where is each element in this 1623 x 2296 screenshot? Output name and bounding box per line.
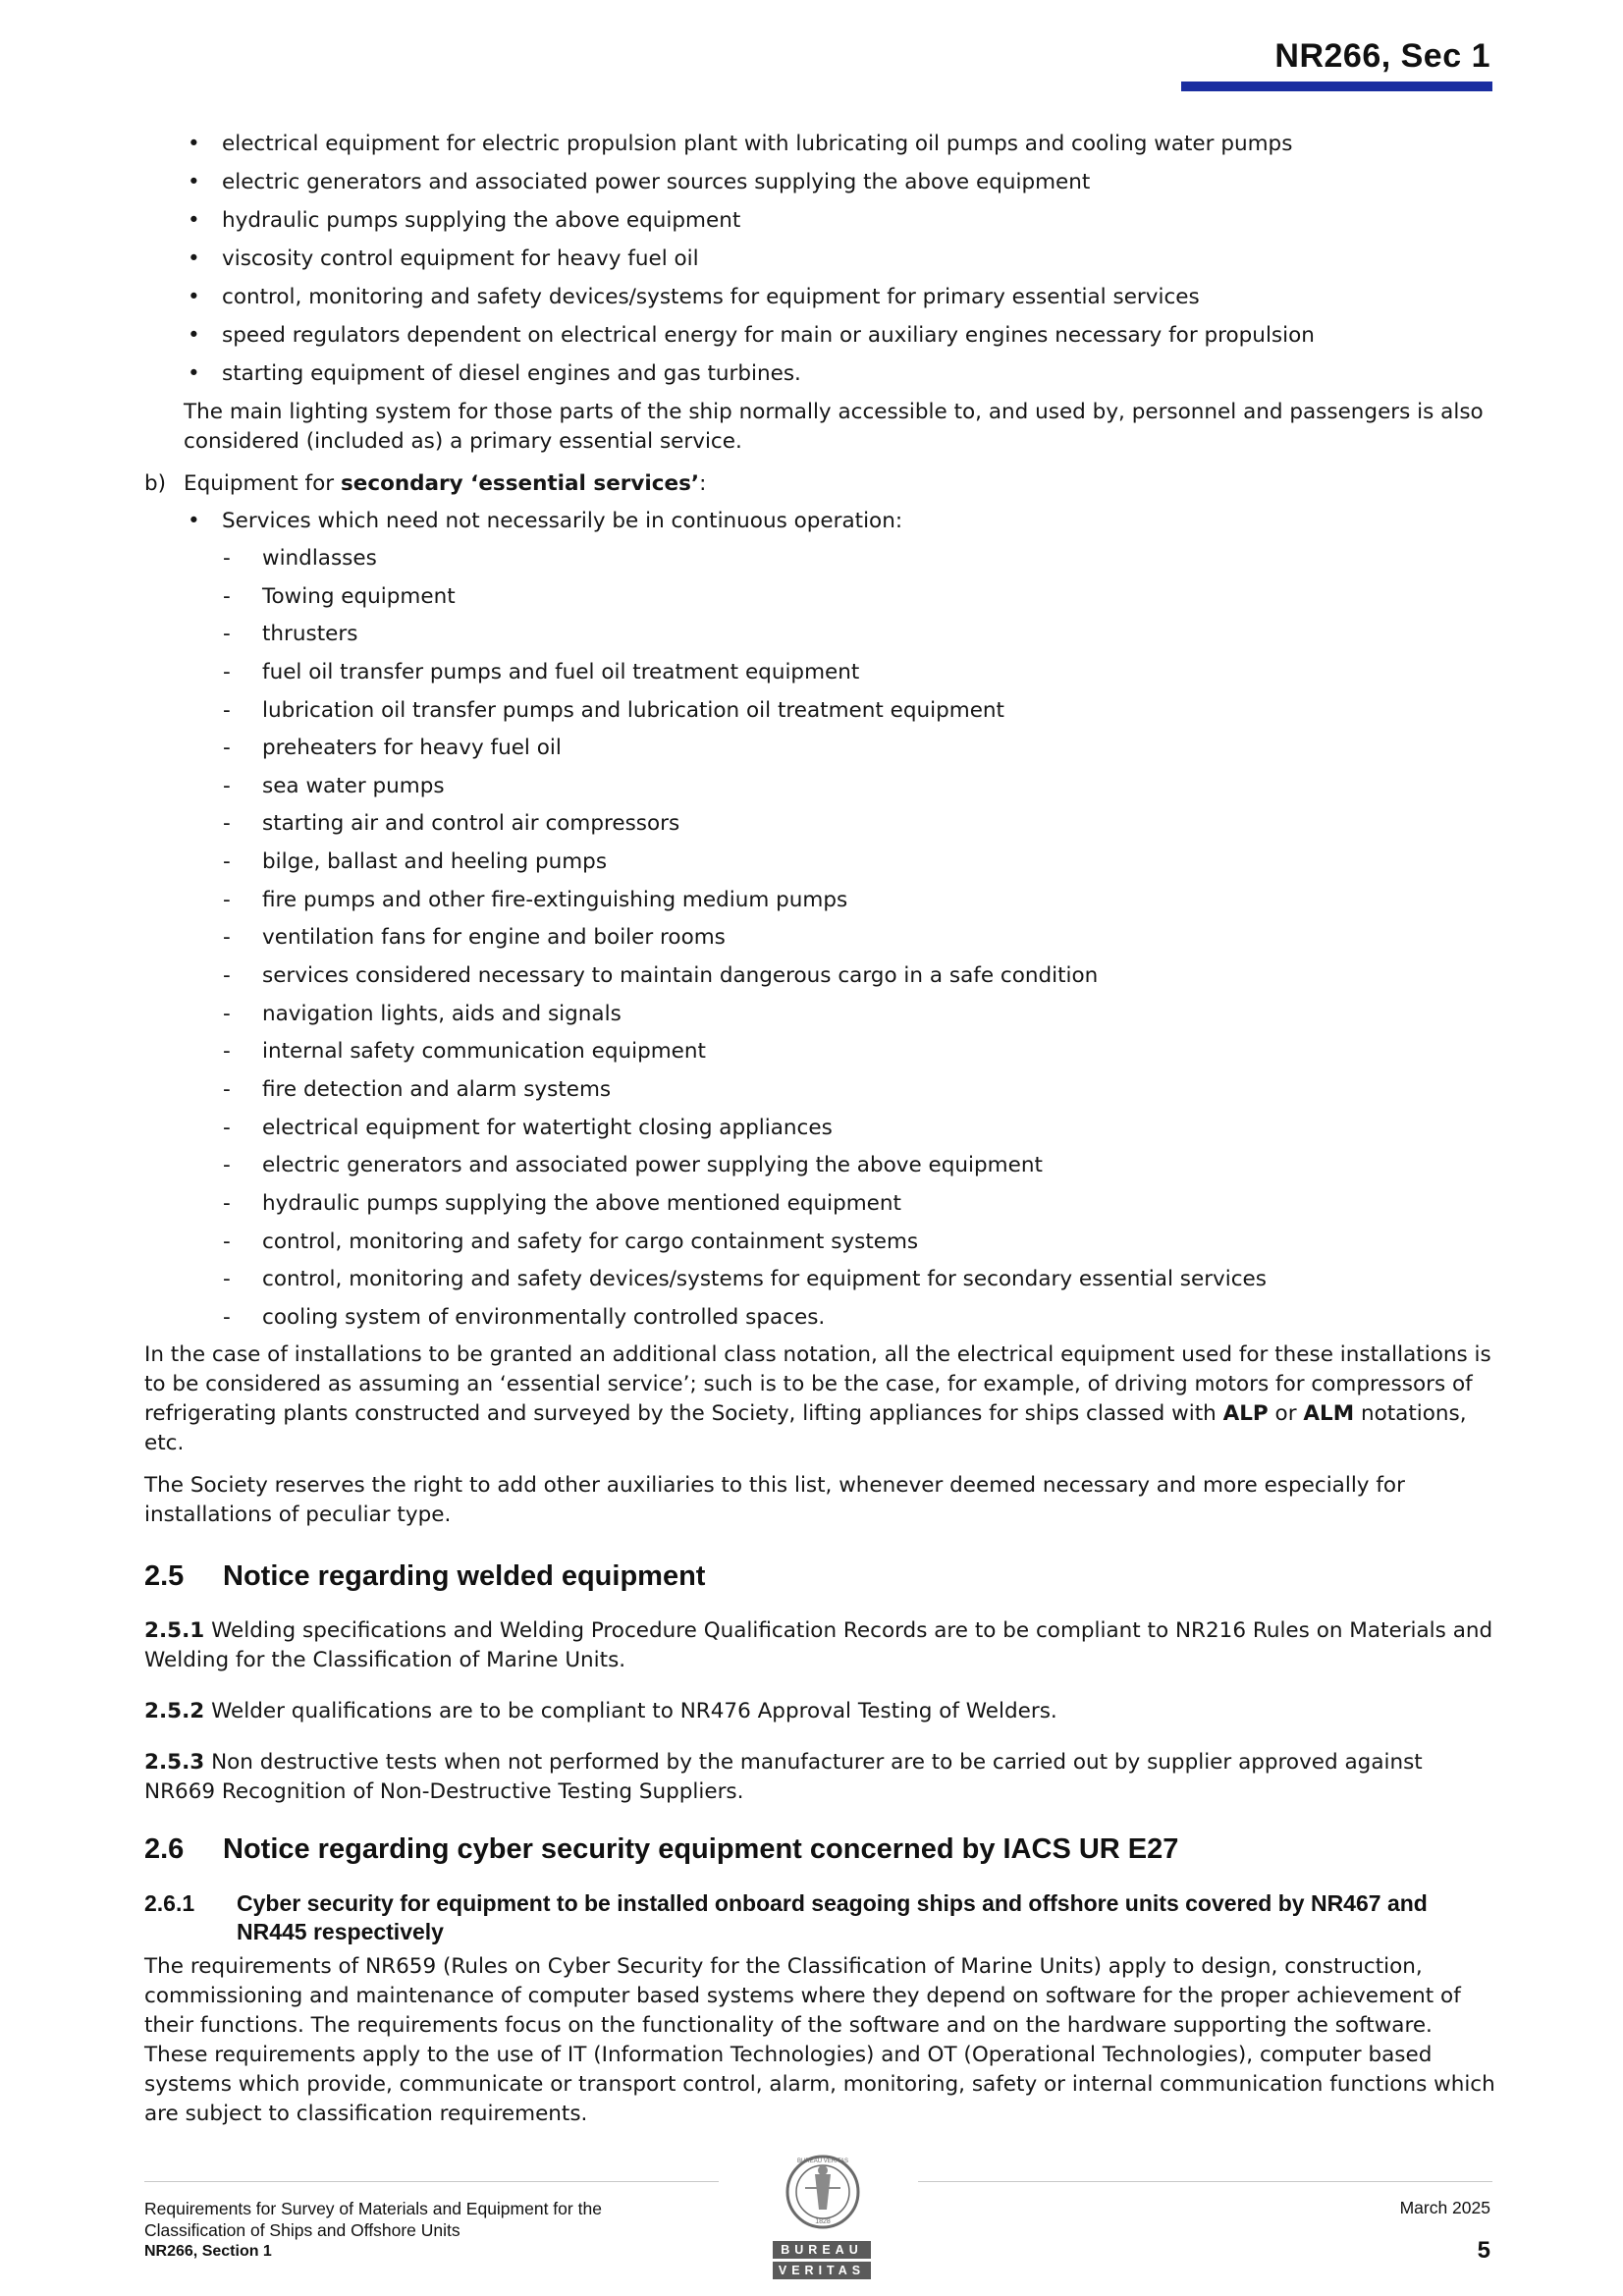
bullet-icon: • (188, 323, 200, 348)
list-item: - preheaters for heavy fuel oil (144, 734, 1499, 763)
cyber-security-paragraph: The requirements of NR659 (Rules on Cyber Security for the Classification of Marine Units) apply to design, construction, commissioning and maintenance of computer based systems where they depend on software for the proper achievement of their functions. The requirements focus on the functionality of the software and on the hardware supporting the software. These requirements apply to the use of IT (Information Technologies) and OT (Operational Technologies), computer based systems which provide, communicate or transport control, alarm, monitoring, safety or internal communication functions which are subject to classification requirements. (144, 1954, 1495, 2127)
logo-word-veritas: VERITAS (773, 2262, 871, 2279)
list-item: • electric generators and associated power sources supplying the above equipment (144, 168, 1499, 197)
list-item: - fire detection and alarm systems (144, 1075, 1499, 1105)
dash-icon: - (223, 697, 231, 723)
dash-icon: - (223, 925, 231, 951)
list-item: - control, monitoring and safety for cargo containment systems (144, 1228, 1499, 1257)
society-paragraph: The Society reserves the right to add other auxiliaries to this list, whenever deemed necessary and more especially for installations of peculiar type. (144, 1473, 1405, 1528)
list-item: - sea water pumps (144, 772, 1499, 801)
dash-icon: - (223, 849, 231, 875)
dash-icon: - (223, 583, 231, 609)
dash-icon: - (223, 1304, 231, 1330)
secondary-dash-list (144, 544, 1499, 1333)
dash-icon: - (223, 1001, 231, 1026)
dash-icon: - (223, 1153, 231, 1178)
footer-doc-ref: NR266, Section 1 (144, 2243, 272, 2260)
bullet-icon: • (188, 208, 200, 233)
lighting-paragraph: The main lighting system for those parts of the ship normally accessible to, and used by, personnel and passengers is also considered (included as) a primary essential service. (184, 400, 1484, 454)
list-item: • starting equipment of diesel engines and gas turbines. (144, 359, 1499, 389)
page-number: 5 (1477, 2237, 1490, 2264)
list-item: - electrical equipment for watertight closing appliances (144, 1114, 1499, 1143)
dash-icon: - (223, 659, 231, 684)
list-item: - control, monitoring and safety devices/systems for equipment for secondary essential services (144, 1265, 1499, 1294)
article-2-5-1: 2.5.1 Welding specifications and Welding Procedure Qualification Records are to be compliant to NR216 Rules on Materials and Welding for the Classification of Marine Units. (144, 1618, 1493, 1673)
logo-year: 1828 (815, 2218, 831, 2225)
list-item: • Services which need not necessarily be in continuous operation: (144, 507, 1499, 536)
document-body (144, 130, 1499, 2142)
dash-icon: - (223, 1076, 231, 1102)
list-item: - thrusters (144, 620, 1499, 649)
list-item: - fire pumps and other fire-extinguishing medium pumps (144, 886, 1499, 915)
dash-icon: - (223, 1115, 231, 1140)
header-accent-bar (1181, 82, 1492, 91)
list-item: - windlasses (144, 544, 1499, 574)
list-item: - ventilation fans for engine and boiler rooms (144, 923, 1499, 953)
bullet-icon: • (188, 132, 200, 156)
bullet-icon: • (188, 361, 200, 386)
list-item: - cooling system of environmentally controlled spaces. (144, 1303, 1499, 1333)
dash-icon: - (223, 1267, 231, 1292)
dash-icon: - (223, 811, 231, 837)
dash-icon: - (223, 546, 231, 571)
page-header-title: NR266, Sec 1 (1274, 37, 1490, 75)
list-item: • viscosity control equipment for heavy fuel oil (144, 245, 1499, 274)
list-item: - fuel oil transfer pumps and fuel oil treatment equipment (144, 658, 1499, 687)
list-item: - electric generators and associated power supplying the above equipment (144, 1151, 1499, 1180)
class-notation-paragraph: In the case of installations to be granted an additional class notation, all the electrical equipment used for these installations is to be considered as assuming an ‘essential service’; such is to be the case, for example, of driving motors for compressors of refrigerating plants constructed and surveyed by the Society, lifting appliances for ships classed with ALP or ALM notations, etc. (144, 1342, 1491, 1456)
article-2-5-2: 2.5.2 Welder qualifications are to be compliant to NR476 Approval Testing of Welders. (144, 1699, 1057, 1724)
list-item: • control, monitoring and safety devices/systems for equipment for primary essential services (144, 283, 1499, 312)
bullet-icon: • (188, 170, 200, 194)
bullet-icon: • (188, 246, 200, 271)
dash-icon: - (223, 887, 231, 912)
section-2-5-heading: 2.5 Notice regarding welded equipment (144, 1560, 706, 1593)
item-b-heading: b) Equipment for secondary ‘essential services’: (144, 469, 1499, 499)
logo-ring-text: BUREAU VERITAS (797, 2159, 848, 2164)
dash-icon: - (223, 773, 231, 798)
secondary-services-list (144, 507, 1499, 536)
dash-icon: - (223, 963, 231, 989)
list-item: - services considered necessary to maintain dangerous cargo in a safe condition (144, 961, 1499, 991)
subsection-2-6-1-heading: 2.6.1 Cyber security for equipment to be installed onboard seagoing ships and offshore units covered by NR467 and NR445 respectively (144, 1890, 1428, 1945)
article-2-5-3: 2.5.3 Non destructive tests when not performed by the manufacturer are to be carried out by supplier approved against NR669 Recognition of Non-Destructive Testing Suppliers. (144, 1750, 1423, 1805)
primary-services-list (144, 130, 1499, 389)
list-item: • electrical equipment for electric propulsion plant with lubricating oil pumps and cooling water pumps (144, 130, 1499, 159)
dash-icon: - (223, 736, 231, 761)
dash-icon: - (223, 1039, 231, 1065)
section-2-6-heading: 2.6 Notice regarding cyber security equipment concerned by IACS UR E27 (144, 1833, 1179, 1866)
footer-divider-right (918, 2181, 1492, 2182)
list-item: - internal safety communication equipment (144, 1037, 1499, 1066)
logo-word-bureau: BUREAU (773, 2241, 871, 2259)
list-item: - lubrication oil transfer pumps and lubrication oil treatment equipment (144, 696, 1499, 726)
footer-date: March 2025 (1399, 2198, 1490, 2217)
dash-icon: - (223, 622, 231, 647)
item-b-bold: secondary ‘essential services’ (340, 471, 700, 496)
bullet-icon: • (188, 285, 200, 309)
bullet-icon: • (188, 509, 200, 533)
dash-icon: - (223, 1229, 231, 1254)
footer-document-title: Requirements for Survey of Materials and Equipment for the Classification of Ships and Offshore Units NR266, Section 1 (144, 2198, 733, 2263)
item-b-label: b) (144, 471, 167, 496)
list-item: - navigation lights, aids and signals (144, 1000, 1499, 1029)
list-item: • hydraulic pumps supplying the above equipment (144, 206, 1499, 236)
list-item: - bilge, ballast and heeling pumps (144, 847, 1499, 877)
list-item: - Towing equipment (144, 582, 1499, 612)
footer-divider-left (144, 2181, 719, 2182)
list-item: • speed regulators dependent on electrical energy for main or auxiliary engines necessary for propulsion (144, 321, 1499, 351)
dash-icon: - (223, 1190, 231, 1216)
list-item: - starting air and control air compressors (144, 809, 1499, 839)
list-item: - hydraulic pumps supplying the above mentioned equipment (144, 1189, 1499, 1219)
